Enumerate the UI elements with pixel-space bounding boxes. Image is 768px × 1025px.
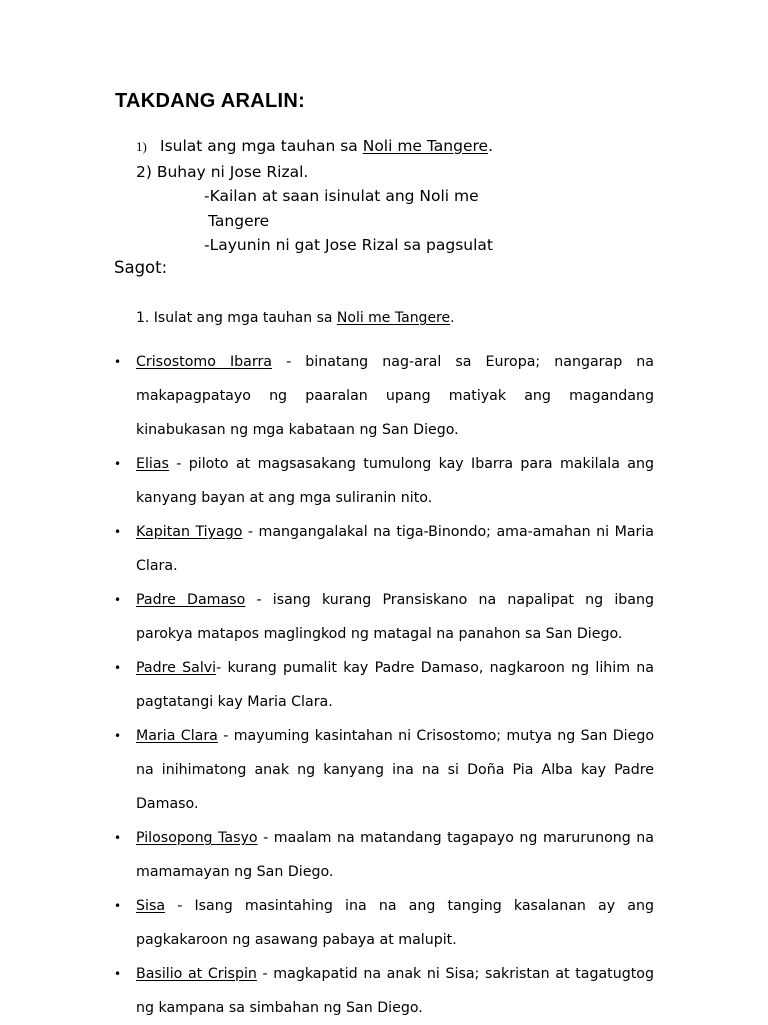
character-name: Padre Damaso — [136, 592, 246, 608]
task-2-sub-1: -Kailan at saan isinulat ang Noli me — [204, 187, 479, 205]
bullet-icon: • — [114, 593, 122, 607]
character-name: Kapitan Tiyago — [136, 524, 243, 540]
character-description: - isang kurang Pransiskano na napalipat ng ibang parokya matapos maglingkod ng matagal na panahon sa San Diego. — [136, 592, 654, 642]
character-description: - mayuming kasintahan ni Crisostomo; mutya ng San Diego na inihimatong anak ng kanyang ina na si Doña Pia Alba kay Padre Damaso. — [136, 728, 655, 812]
character-description: - Isang masintahing ina na ang tanging kasalanan ay ang pagkakaroon ng asawang pabaya at malupit. — [136, 898, 654, 948]
character-description: - piloto at magsasakang tumulong kay Ibarra para makilala ang kanyang bayan at ang mga suliranin nito. — [136, 456, 654, 506]
assignment-list — [136, 134, 493, 258]
character-description: - kurang pumalit kay Padre Damaso, nagkaroon ng lihim na pagtatangi kay Maria Clara. — [136, 660, 654, 710]
character-description: - binatang nag-aral sa Europa; nangarap na makapagpatayo ng paaralan upang matiyak ang magandang kinabukasan ng mga kabataan ng San Diego. — [136, 354, 654, 438]
list-item — [112, 719, 654, 821]
bullet-icon: • — [114, 967, 122, 981]
list-item — [112, 447, 654, 515]
task-1 — [136, 134, 493, 160]
bullet-icon: • — [114, 729, 122, 743]
list-item — [112, 957, 654, 1025]
question-1-title: Noli me Tangere — [336, 310, 451, 326]
bullet-icon: • — [114, 899, 122, 913]
character-description: - maalam na matandang tagapayo ng marurunong na mamamayan ng San Diego. — [136, 830, 654, 880]
task-1-number: 1) — [136, 139, 147, 154]
character-name: Crisostomo Ibarra — [136, 354, 272, 370]
character-description: - magkapatid na anak ni Sisa; sakristan at tagatugtog ng kampana sa simbahan ng San Diego. — [136, 966, 654, 1016]
task-1-title: Noli me Tangere — [362, 137, 489, 155]
list-item — [112, 345, 654, 447]
list-item — [112, 889, 654, 957]
task-1-end: . — [488, 137, 494, 155]
bullet-icon: • — [114, 525, 122, 539]
character-name: Padre Salvi — [136, 660, 217, 676]
bullet-icon: • — [114, 661, 122, 675]
task-2-sub-1-cont: Tangere — [208, 211, 270, 230]
task-2-sub-2: -Layunin ni gat Jose Rizal sa pagsulat — [204, 236, 493, 254]
task-1-text: Isulat ang mga tauhan sa — [160, 137, 363, 155]
character-description: - mangangalakal na tiga-Binondo; ama-amahan ni Maria Clara. — [136, 524, 654, 574]
character-name: Maria Clara — [136, 728, 218, 744]
character-name: Basilio at Crispin — [136, 966, 257, 982]
list-item — [112, 651, 654, 719]
question-1-end: . — [450, 310, 455, 326]
task-2: 2) Buhay ni Jose Rizal. — [136, 162, 309, 181]
character-name: Sisa — [136, 898, 166, 914]
bullet-icon: • — [114, 355, 122, 369]
question-1-text: 1. Isulat ang mga tauhan sa — [136, 310, 337, 326]
bullet-icon: • — [114, 831, 122, 845]
question-1 — [136, 310, 455, 326]
list-item — [112, 583, 654, 651]
list-item — [112, 821, 654, 889]
list-item — [112, 515, 654, 583]
character-name: Pilosopong Tasyo — [136, 830, 258, 846]
answer-label: Sagot: — [114, 258, 168, 277]
bullet-icon: • — [114, 457, 122, 471]
page-title: TAKDANG ARALIN: — [115, 90, 306, 112]
character-name: Elias — [136, 456, 169, 472]
character-list — [112, 345, 654, 1025]
